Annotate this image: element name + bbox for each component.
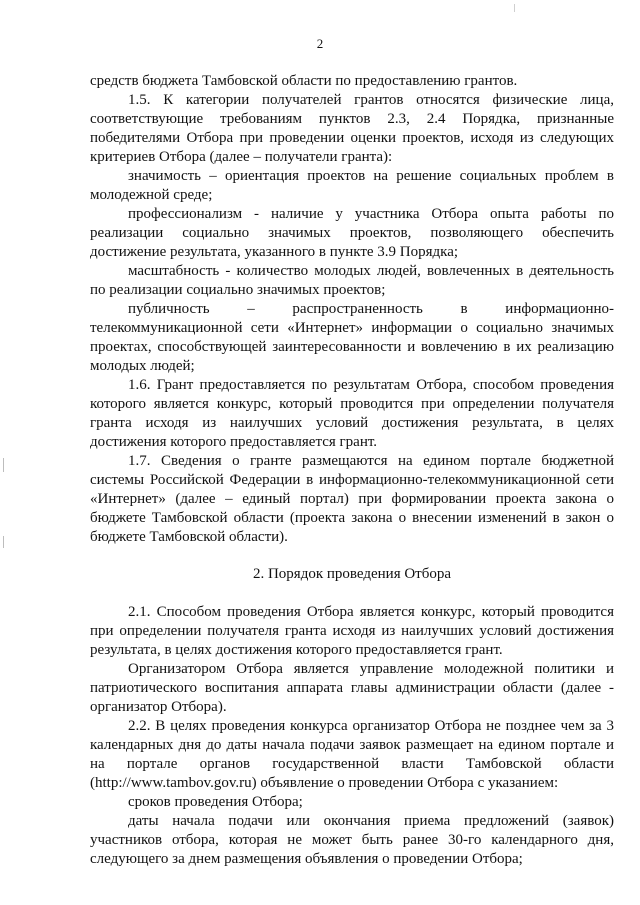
page-number: 2	[316, 36, 324, 51]
scan-edge-mark	[3, 536, 4, 548]
paragraph-1-7: 1.7. Сведения о гранте размещаются на едином портале бюджетной системы Российской Федерации в информационно-телекоммуникационной сети «Интернет» (далее – единый портал) при формировании проекта закона о бюджете Тамбовской области (проекта закона о внесении изменений в закон о бюджете Тамбовской области).	[90, 453, 614, 545]
section-title: 2. Порядок проведения Отбора	[252, 566, 452, 582]
criterion-publicity: публичность – распространенность в информационно-телекоммуникационной сети «Интернет» информации о социально значимых проектах, способствующей заинтересованности и вовлечению в их реализацию молодых людей;	[90, 301, 614, 374]
paragraph-organizer: Организатором Отбора является управление молодежной политики и патриотического воспитания аппарата главы администрации области (далее - организатор Отбора).	[90, 661, 614, 715]
paragraph-1-5: 1.5. К категории получателей грантов относятся физические лица, соответствующие требованиям пунктов 2.3, 2.4 Порядка, признанные победителями Отбора при проведении оценки проектов, исходя из следующих критериев Отбора (далее – получатели гранта):	[90, 92, 614, 165]
paragraph-continuation: средств бюджета Тамбовской области по предоставлению грантов.	[90, 73, 518, 89]
criterion-significance: значимость – ориентация проектов на решение социальных проблем в молодежной среде;	[90, 168, 614, 203]
item-application-dates: даты начала подачи или окончания приема предложений (заявок) участников отбора, которая не может быть ранее 30-го календарного дня, следующего за днем размещения объявления о проведении Отбора;	[90, 813, 614, 867]
item-selection-terms: сроков проведения Отбора;	[128, 794, 303, 810]
paragraph-1-6: 1.6. Грант предоставляется по результатам Отбора, способом проведения которого является конкурс, который проводится при определении получателя гранта исходя из наилучших условий достижения результата, в целях достижения которого предоставляется грант.	[90, 377, 614, 450]
scan-edge-mark	[3, 458, 4, 472]
criterion-scale: масштабность - количество молодых людей, вовлеченных в деятельность по реализации социально значимых проектов;	[90, 263, 614, 298]
criterion-professionalism: профессионализм - наличие у участника Отбора опыта работы по реализации социально значимых проектов, позволяющего обеспечить достижение результата, указанного в пункте 3.9 Порядка;	[90, 206, 614, 260]
paragraph-2-2: 2.2. В целях проведения конкурса организатор Отбора не позднее чем за 3 календарных дня до даты начала подачи заявок размещает на едином портале и на портале органов государственной власти Тамбовской области (http://www.tambov.gov.ru) объявление о проведении Отбора с указанием:	[90, 718, 614, 791]
paragraph-2-1: 2.1. Способом проведения Отбора является конкурс, который проводится при определении получателя гранта исходя из наилучших условий достижения результата, в целях достижения которого предоставляется грант.	[90, 604, 614, 658]
document-body	[90, 72, 614, 869]
scan-artifact	[514, 4, 515, 12]
